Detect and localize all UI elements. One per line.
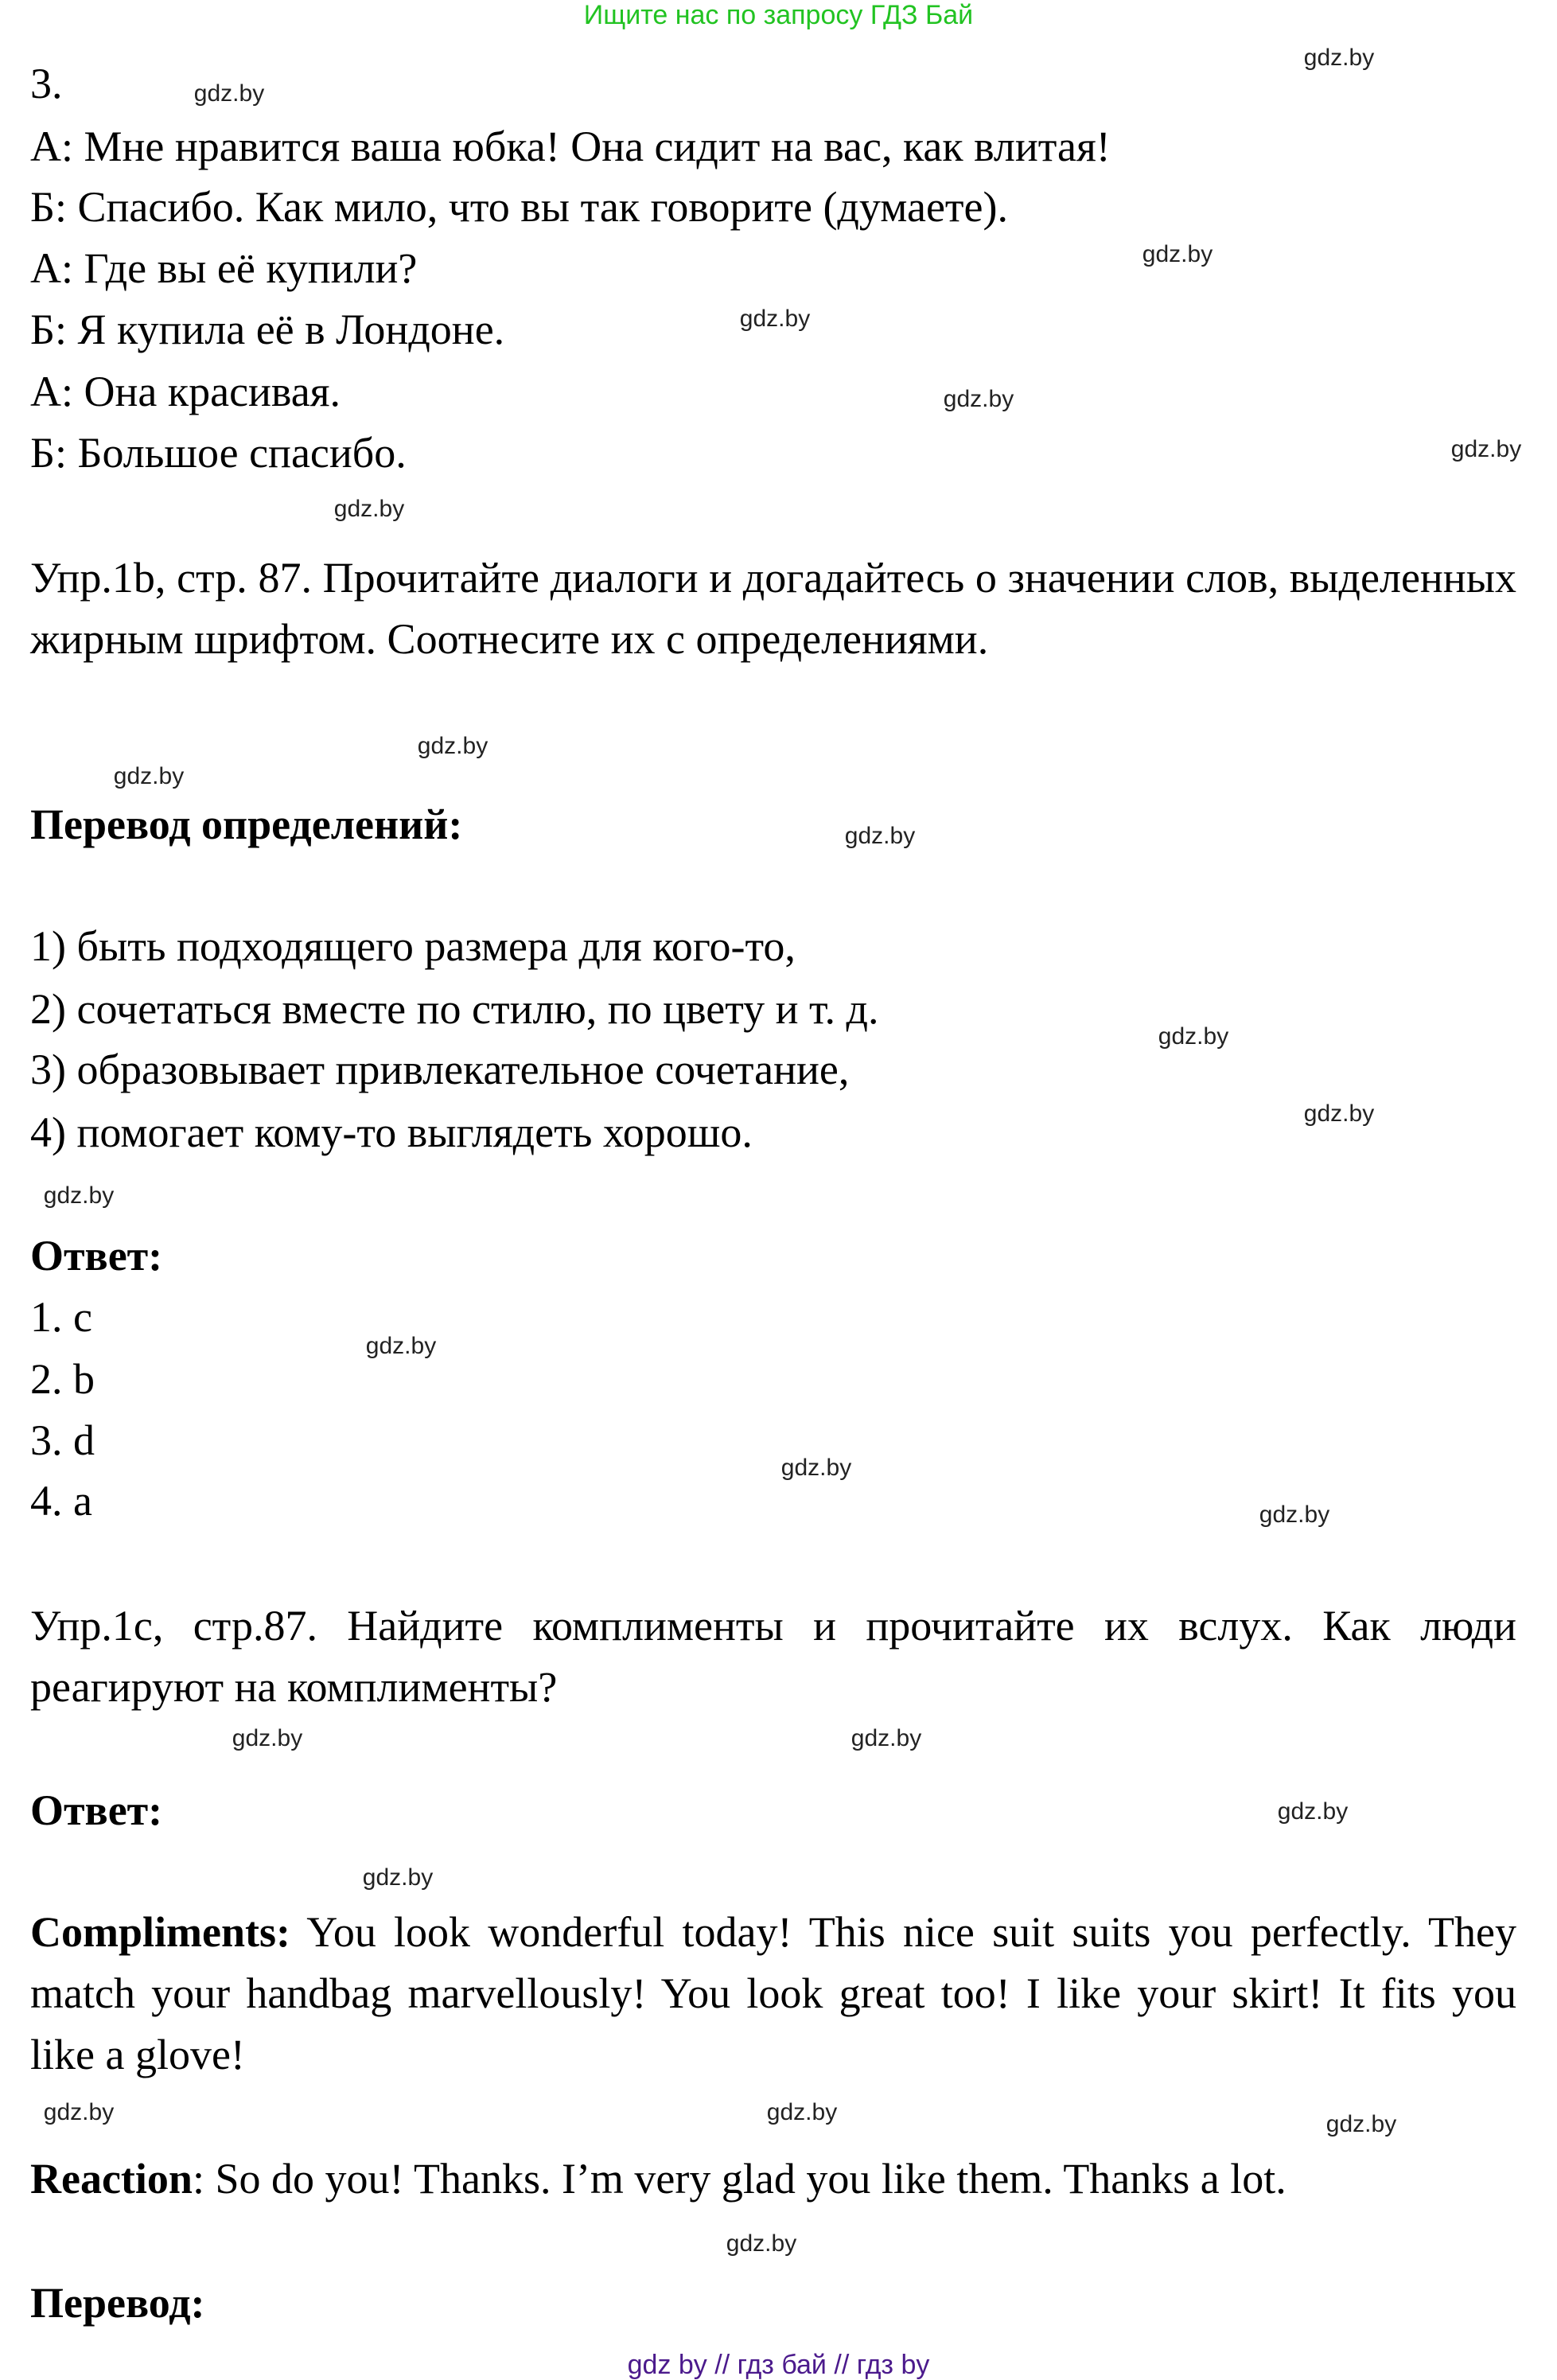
- dialog-line: А: Где вы её купили?: [30, 244, 418, 292]
- watermark: gdz.by: [43, 1182, 115, 1209]
- definition-item: 4) помогает кому-то выглядеть хорошо.: [30, 1108, 753, 1156]
- compliments-paragraph: [30, 1902, 1516, 2086]
- watermark: gdz.by: [193, 80, 265, 107]
- compliments-text: You look wonderful today! This nice suit suits you perfectly. They match your handbag marvellously! You look great too! I like your skirt! It fits you like a glove!: [30, 1908, 1516, 2078]
- watermark: gdz.by: [1303, 1100, 1375, 1127]
- translation-heading: Перевод:: [30, 2279, 205, 2327]
- watermark: gdz.by: [851, 1725, 922, 1751]
- dialog-line: А: Она красивая.: [30, 368, 341, 415]
- definition-item: 1) быть подходящего размера для кого-то,: [30, 922, 796, 970]
- answer-item: 4. a: [30, 1477, 92, 1525]
- watermark: gdz.by: [1277, 1798, 1349, 1825]
- dialog-line: А: Мне нравится ваша юбка! Она сидит на вас, как влитая!: [30, 123, 1111, 170]
- watermark: gdz.by: [43, 2099, 115, 2125]
- watermark: gdz.by: [113, 763, 185, 789]
- dialog-line: Б: Я купила её в Лондоне.: [30, 306, 505, 353]
- footer-links: gdz by // гдз бай // гдз by: [627, 2350, 930, 2380]
- definition-item: 2) сочетаться вместе по стилю, по цвету и т. д.: [30, 985, 879, 1033]
- answer-item: 2. b: [30, 1355, 95, 1403]
- answer-item: 1. c: [30, 1293, 92, 1341]
- watermark: gdz.by: [739, 306, 811, 332]
- answer-heading: Ответ:: [30, 1232, 163, 1280]
- watermark: gdz.by: [766, 2099, 838, 2125]
- task-1b: Упр.1b, стр. 87. Прочитайте диалоги и догадайтесь о значении слов, выделенных жирным шрифтом. Соотнесите их с определениями.: [30, 554, 1516, 663]
- reaction-text: : So do you! Thanks. I’m very glad you like them. Thanks a lot.: [192, 2155, 1286, 2203]
- search-banner: Ищите нас по запросу ГДЗ Бай: [583, 0, 974, 30]
- watermark: gdz.by: [333, 496, 405, 522]
- reaction-paragraph: [30, 2148, 1286, 2210]
- watermark: gdz.by: [943, 386, 1014, 412]
- compliments-label: Compliments:: [30, 1908, 290, 1956]
- dialog-line: Б: Спасибо. Как мило, что вы так говорите (думаете).: [30, 183, 1008, 231]
- answer-heading: Ответ:: [30, 1786, 163, 1834]
- watermark: gdz.by: [780, 1455, 852, 1481]
- watermark: gdz.by: [1142, 241, 1213, 267]
- answer-item: 3. d: [30, 1416, 95, 1464]
- watermark: gdz.by: [1450, 436, 1522, 462]
- watermark: gdz.by: [1158, 1023, 1229, 1050]
- watermark: gdz.by: [726, 2230, 797, 2257]
- dialog-number: 3.: [30, 60, 63, 107]
- definitions-heading: Перевод определений:: [30, 800, 463, 848]
- watermark: gdz.by: [417, 733, 489, 759]
- watermark: gdz.by: [365, 1333, 437, 1359]
- watermark: gdz.by: [1325, 2111, 1397, 2137]
- watermark: gdz.by: [844, 823, 916, 849]
- watermark: gdz.by: [1259, 1502, 1330, 1528]
- definition-item: 3) образовывает привлекательное сочетание,: [30, 1046, 850, 1093]
- reaction-label: Reaction: [30, 2155, 193, 2203]
- watermark: gdz.by: [232, 1725, 303, 1751]
- watermark: gdz.by: [1303, 45, 1375, 71]
- task-1c: Упр.1c, стр.87. Найдите комплименты и прочитайте их вслух. Как люди реагируют на комплименты?: [30, 1602, 1516, 1711]
- dialog-line: Б: Большое спасибо.: [30, 429, 407, 477]
- watermark: gdz.by: [362, 1864, 434, 1891]
